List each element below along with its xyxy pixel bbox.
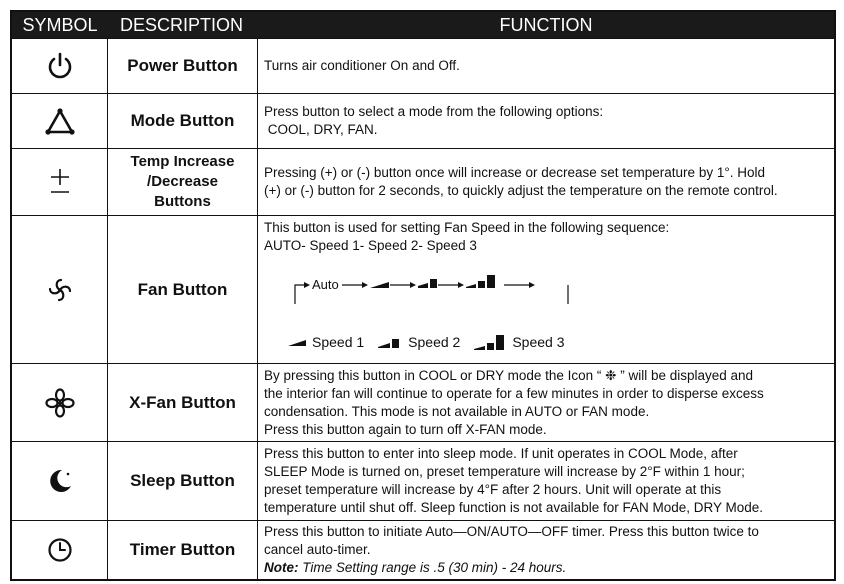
legend-speed-3: Speed 3 <box>474 333 564 351</box>
function-cell <box>258 149 834 215</box>
description-cell: Mode Button <box>108 94 258 148</box>
table-row <box>12 93 834 148</box>
function-line: This button is used for setting Fan Speed in the following sequence: <box>264 220 670 235</box>
description-line: Temp Increase <box>130 153 235 170</box>
function-line: COOL, DRY, FAN. <box>264 122 378 137</box>
function-line: SLEEP Mode is turned on, preset temperature will increase by 2°F within 1 hour; <box>264 464 745 479</box>
function-cell <box>258 442 834 520</box>
fan-sequence-auto-label: Auto <box>312 277 339 292</box>
table-row <box>12 215 834 363</box>
function-line: preset temperature will increase by 4°F after 2 hours. Unit will operate at this <box>264 482 722 497</box>
legend-speed-1: Speed 1 <box>288 333 364 351</box>
function-line: (+) or (-) button for 2 seconds, to quickly adjust the temperature on the remote control. <box>264 183 778 198</box>
function-line: Press this button to enter into sleep mode. If unit operates in COOL Mode, after <box>264 446 738 461</box>
fan-speed-sequence-diagram <box>292 275 582 325</box>
timer-note <box>264 559 828 577</box>
function-line: Pressing (+) or (-) button once will increase or decrease set temperature by 1°. Hold <box>264 165 765 180</box>
description-line: Buttons <box>154 193 211 210</box>
description-cell: X-Fan Button <box>108 364 258 441</box>
function-cell <box>258 521 834 579</box>
table-row <box>12 148 834 215</box>
function-line: AUTO- Speed 1- Speed 2- Speed 3 <box>264 238 477 253</box>
description-cell <box>108 149 258 215</box>
header-function: FUNCTION <box>499 14 593 35</box>
table-row <box>12 363 834 441</box>
fan-icon <box>12 216 108 363</box>
function-cell <box>258 216 834 363</box>
function-line: By pressing this button in COOL or DRY mode the Icon “ ❉ ” will be displayed and <box>264 367 754 383</box>
table-row <box>12 441 834 520</box>
legend-speed-2: Speed 2 <box>378 333 460 351</box>
function-line: Press this button again to turn off X-FAN mode. <box>264 421 547 437</box>
mode-triangle-icon <box>12 94 108 148</box>
function-line: cancel auto-timer. <box>264 542 371 557</box>
description-cell: Sleep Button <box>108 442 258 520</box>
button-function-table <box>10 10 836 581</box>
svg-text:z: z <box>59 478 65 488</box>
description-cell: Power Button <box>108 39 258 93</box>
sleep-moon-icon <box>12 442 108 520</box>
function-line: temperature until shut off. Sleep function is not available for FAN Mode, DRY Mode. <box>264 500 764 515</box>
header-symbol: SYMBOL <box>22 14 98 35</box>
power-icon <box>12 39 108 93</box>
note-text: Time Setting range is .5 (30 min) - 24 hours. <box>298 560 567 575</box>
table-header <box>12 12 834 38</box>
function-line: Press this button to initiate Auto—ON/AUTO—OFF timer. Press this button twice to <box>264 524 759 539</box>
description-cell: Fan Button <box>108 216 258 363</box>
function-cell <box>258 364 834 441</box>
function-line: Turns air conditioner On and Off. <box>264 58 460 73</box>
plus-minus-icon <box>12 149 108 215</box>
note-label: Note: <box>264 560 299 575</box>
x-fan-icon <box>12 364 108 441</box>
table-row <box>12 38 834 93</box>
description-line: /Decrease <box>147 173 218 190</box>
description-cell: Timer Button <box>108 521 258 579</box>
table-row <box>12 520 834 579</box>
clock-icon <box>12 521 108 579</box>
header-description: DESCRIPTION <box>120 14 244 35</box>
function-cell <box>258 39 834 93</box>
function-line: condensation. This mode is not available in AUTO or FAN mode. <box>264 403 650 419</box>
function-line: Press button to select a mode from the following options: <box>264 104 604 119</box>
fan-speed-legend <box>288 333 828 351</box>
function-line: the interior fan will continue to operate for a few minutes in order to disperse excess <box>264 385 764 401</box>
function-cell <box>258 94 834 148</box>
